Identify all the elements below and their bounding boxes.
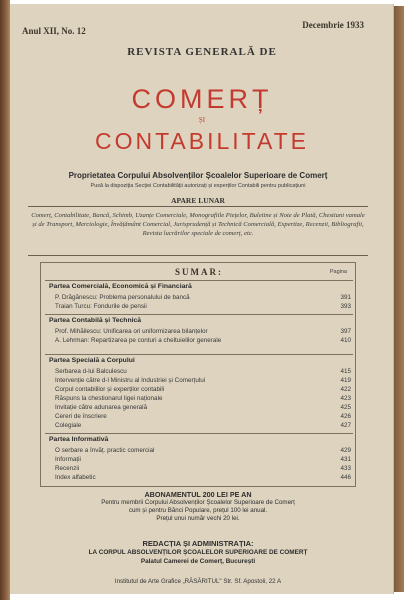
subjects-text: Comerț, Contabilitate, Bancă, Schimb, Uzanțe Comerciale, Monografiile Piețelor, Buletine și Note de Plată, Chestiuni vamale și de Transport, Merciologie, Învățământ Comercial, Jurisprudență și Technică Comercială, Expertize, Recenzii, Bibliografii, Revista lucrărilor speciale de comerț, etc. xyxy=(31,212,365,237)
toc-entry-page: 393 xyxy=(340,303,351,310)
toc-entry[interactable] xyxy=(55,337,351,345)
toc-title: SUMAR: xyxy=(175,267,223,277)
toc-section-title: Partea Comercială, Economică și Financiară xyxy=(49,283,192,290)
toc-entry-page: 425 xyxy=(340,404,351,411)
editorial-block xyxy=(28,539,368,566)
toc-entry[interactable] xyxy=(55,395,351,403)
editorial-heading: REDACȚIA ȘI ADMINISTRAȚIA: xyxy=(142,539,254,548)
subscription-line: cum și pentru Bănci Populare, prețul 100 lei anual. xyxy=(128,507,268,514)
toc-entry[interactable] xyxy=(55,474,351,482)
toc-entry-text: O serbare a învăț. practic comercial xyxy=(55,447,155,454)
toc-entry-text: Index alfabetic xyxy=(55,474,96,481)
toc-entry-text: Răspuns la chestionarul ligei naționale xyxy=(55,395,163,402)
toc-entry[interactable] xyxy=(55,377,351,385)
masthead-contabilitate: CONTABILITATE xyxy=(94,128,310,154)
toc-entry[interactable] xyxy=(55,465,351,473)
toc-entry-text: Serbarea d-lui Balculescu xyxy=(55,368,127,375)
toc-entry-page: 433 xyxy=(340,465,351,472)
toc-rule xyxy=(45,280,353,281)
owner-line: Proprietatea Corpului Absolvenților Școalelor Superioare de Comerț xyxy=(68,171,328,180)
toc-entry-page: 431 xyxy=(340,456,351,463)
toc-section-title: Partea Specială a Corpului xyxy=(49,357,135,364)
issue-number: Anul XII, No. 12 xyxy=(22,26,86,36)
toc-entry-page: 397 xyxy=(340,328,351,335)
frequency-line: APARE LUNAR xyxy=(171,196,225,205)
toc-section-title: Partea Contabilă și Technică xyxy=(49,317,142,324)
toc-entry-text: P. Drăgănescu: Problema personalului de bancă xyxy=(55,294,190,301)
toc-entry-page: 422 xyxy=(340,386,351,393)
issue-row xyxy=(22,20,364,38)
editorial-line: Palatul Camerei de Comerț, București xyxy=(140,558,256,565)
toc-entry[interactable] xyxy=(55,447,351,455)
issue-date: Decembrie 1933 xyxy=(302,20,364,30)
subscription-line: Prețul unui număr vechi 20 lei. xyxy=(156,515,240,522)
table-of-contents xyxy=(40,262,356,487)
book-edge xyxy=(394,6,404,592)
toc-entry-text: Invitație către adunarea generală xyxy=(55,404,148,411)
toc-entry-page: 419 xyxy=(340,377,351,384)
toc-entry[interactable] xyxy=(55,413,351,421)
toc-rule xyxy=(45,433,353,434)
toc-entry-text: Recenzii xyxy=(55,465,80,472)
toc-rule xyxy=(45,354,353,355)
masthead-revista: REVISTA GENERALĂ DE xyxy=(127,46,277,58)
toc-entry-page: 446 xyxy=(340,474,351,481)
toc-entry[interactable] xyxy=(55,328,351,336)
toc-section-title: Partea Informativă xyxy=(49,436,109,443)
editorial-line: LA CORPUL ABSOLVENȚILOR ȘCOALELOR SUPERIOARE DE COMERȚ xyxy=(88,549,308,556)
toc-entry-text: Prof. Mihăilescu: Unificarea ori uniformizarea bilanțelor xyxy=(55,328,208,335)
toc-entry[interactable] xyxy=(55,303,351,311)
toc-entry-page: 427 xyxy=(340,422,351,429)
toc-entry-text: Informații xyxy=(55,456,81,463)
toc-entry[interactable] xyxy=(55,368,351,376)
toc-entry-text: Cereri de înscriere xyxy=(55,413,107,420)
toc-entry[interactable] xyxy=(55,404,351,412)
book-spine xyxy=(0,0,10,600)
toc-entry[interactable] xyxy=(55,386,351,394)
subscription-heading: ABONAMENTUL 200 LEI PE AN xyxy=(144,490,252,499)
toc-entry-page: 429 xyxy=(340,447,351,454)
toc-entry-page: 391 xyxy=(340,294,351,301)
subscription-block xyxy=(28,490,368,523)
toc-entry-page: 415 xyxy=(340,368,351,375)
toc-entry-text: Intervenție către d-l Ministru al Industriei și Comerțului xyxy=(55,377,206,384)
toc-entry-text: Traian Turcu: Fondurile de pensii xyxy=(55,303,147,310)
toc-entry-page: 410 xyxy=(340,337,351,344)
toc-entry-text: A. Lehrman: Repartizarea pe conturi a cheltuielilor generale xyxy=(55,337,222,344)
toc-entry-page: 426 xyxy=(340,413,351,420)
toc-entry-text: Corpul contabililor și experților contabili xyxy=(55,386,165,393)
printer-line: Institutul de Arte Grafice „RĂSĂRITUL" Str. Sf. Apostoli, 22 A xyxy=(114,578,282,585)
subscription-line: Pentru membrii Corpului Absolvenților Școalelor Superioare de Comerț xyxy=(101,499,295,506)
masthead-si: ȘI xyxy=(198,116,206,124)
toc-rule xyxy=(45,314,353,315)
toc-entry-page: 423 xyxy=(340,395,351,402)
toc-entry[interactable] xyxy=(55,456,351,464)
toc-page-label: Pagina xyxy=(329,269,347,275)
availability-line: Pusă la dispoziția Secției Contabilității autorizați și experților Contabili pentru publicațiuni xyxy=(90,183,306,189)
toc-entry[interactable] xyxy=(55,422,351,430)
toc-entry[interactable] xyxy=(55,294,351,302)
toc-entry-text: Colegiale xyxy=(55,422,82,429)
subjects-box xyxy=(28,206,368,256)
masthead xyxy=(10,46,394,154)
masthead-comert: COMERȚ xyxy=(131,84,273,114)
